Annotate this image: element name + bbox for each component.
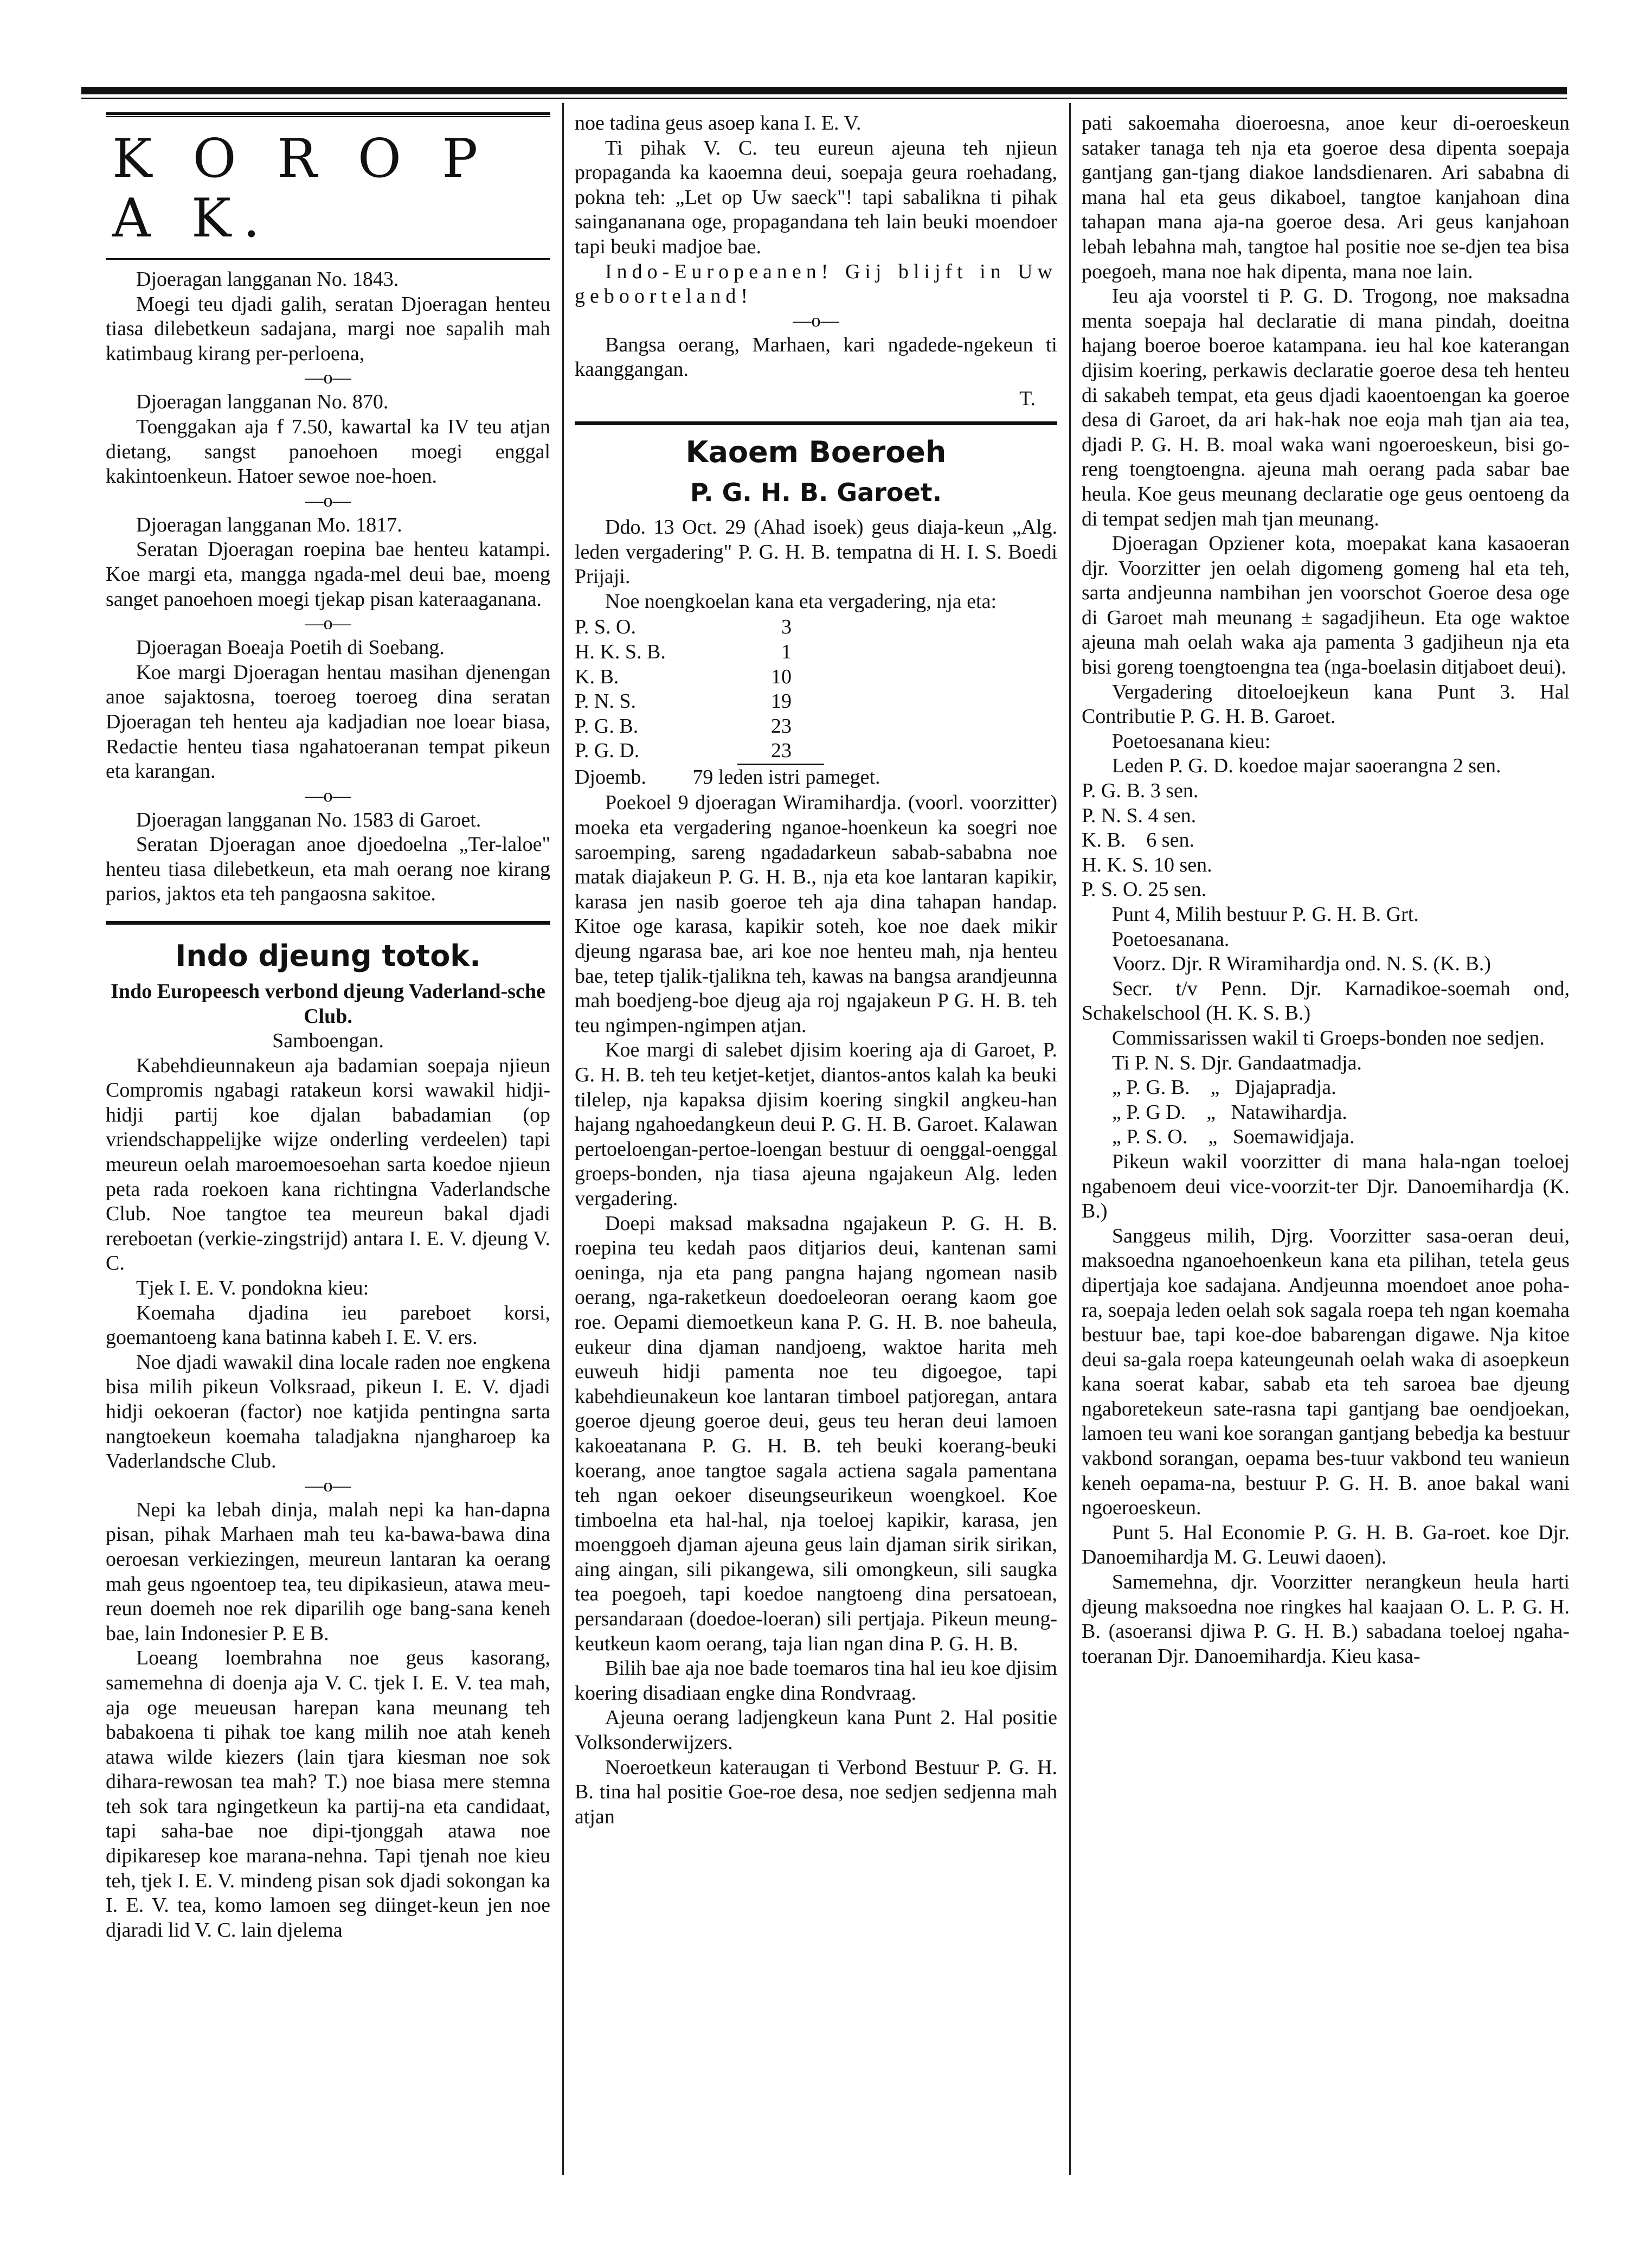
paragraph: Punt 4, Milih bestuur P. G. H. B. Grt. [1112,903,1419,926]
table-row [575,689,1057,714]
section-title-koropak: K O R O P A K. [112,128,490,249]
paragraph: Samemehna, djr. Voorzitter nerangkeun heula harti djeung maksoedna noe ringkes hal kaajaan O. L. P. G. H. B. (asoeransi djiwa P. G. H. B.) sabadana toeloej ngaha-toeranan Djr. Danoemihardja. Kieu kasa- [1082,1571,1570,1668]
section-rule [106,921,550,925]
paragraph: Koemaha djadina ieu pareboet korsi, goemantoeng kana batinna kabeh I. E. V. ers. [106,1301,550,1349]
paragraph: Voorz. Djr. R Wiramihardja ond. N. S. (K. B.) [1112,952,1491,976]
paragraph: Leden P. G. D. koedoe majar saoerangna 2 sen. [1112,754,1501,778]
list-item: H. K. S. 10 sen. [1082,853,1212,876]
table-row [575,739,1057,764]
article-subtitle-indo: Indo Europeesch verbond djeung Vaderland-sche Club. [111,980,545,1028]
list-item: „ P. S. O. „ Soemawidjaja. [1112,1125,1355,1149]
paragraph: Secr. t/v Penn. Djr. Karnadikoe-soemah ond, Schakelschool (H. K. S. B.) [1082,977,1570,1025]
paragraph: Seratan Djoeragan roepina bae henteu katampi. Koe margi eta, mangga ngada-mel deui bae, moeng sanget panoehoen moegi tjekap pisan kateraaganana. [106,538,550,611]
paragraph: Toenggakan aja f 7.50, kawartal ka IV teu atjan dietang, sangst panoehoen moegi enggal kakintoenkeun. Hatoer sewoe noe-hoen. [106,415,550,488]
list-item: P. G. B. 3 sen. [1082,779,1199,803]
article-subtitle-pghb: P. G. H. B. Garoet. [690,477,942,507]
attendance-table [575,615,1057,790]
table-row [575,615,1057,640]
group-count: 10 [771,665,792,688]
continuation-label: Samboengan. [272,1029,384,1053]
masthead-rule-bottom [106,258,550,260]
group-count: 23 [771,714,792,738]
list-item: Ti P. N. S. Djr. Gandaatmadja. [1112,1051,1362,1074]
masthead-rule-top-thin [106,116,550,117]
list-item: P. N. S. 4 sen. [1082,804,1197,827]
table-row [575,640,1057,665]
separator: —o— [305,368,351,388]
group-count: 19 [771,690,792,713]
paragraph: Poekoel 9 djoeragan Wiramihardja. (voorl. voorzitter) moeka eta vergadering nganoe-hoenkeun ka soegri noe saroemping, sareng ngadadarkeun sabab-sababna noe matak diajakeun P. G. H. B., nja eta koe lantaran kapikir, karasa jen nasib goeroe teh aja dina tahapan handap. Kitoe oge karasa, kapikir soteh, koe noe daek mikir djeung ngarasa bae, ari koe noe henteu mah, nja henteu bae, tetep tjalik-tjalikna teh, kawas na bangsa arandjeunna mah boedjeng-boe djeug aja roj ngajakeun P G. H. B. teh teu ngimpen-ngimpen atjan. [575,791,1057,1037]
paragraph: Poetoesanana. [1112,927,1230,951]
separator: —o— [305,1475,351,1496]
paragraph: Koe margi Djoeragan hentau masihan djenengan anoe sajaktosna, toeroeg toeroeg dina seratan Djoeragan teh henteu aja kadjadian noe loear biasa, Redactie henteu tiasa ngahatoeranan tempat pikeun eta karangan. [106,661,550,783]
separator: —o— [793,310,839,331]
paragraph: Loeang loembrahna noe geus kasorang, samemehna di doenja aja V. C. tjek I. E. V. tea mah, aja oge meueusan harepan kana meunang teh babakoena ti pihak toe kang milih noe atah keneh atawa wilde kiezers (lain tjara kiesman noe sok dihara-rewosan tea mah? T.) noe biasa mere stemna teh sok tara ngingetkeun ka partij-na eta candidaat, tapi saha-bae noe dipi-tjonggah atawa noe dipikaresep koe marana-nehna. Tapi tjenah noe kieu teh, tjek I. E. V. mindeng pisan sok djadi sokongan ka I. E. V. tea, komo lamoen seg diinget-keun jen noe djaradi lid V. C. lain djelema [106,1647,550,1942]
paragraph: Bilih bae aja noe bade toemaros tina hal ieu koe djisim koering disadiaan engke dina Rondvraag. [575,1657,1057,1705]
paragraph: Ieu aja voorstel ti P. G. D. Trogong, noe maksadna menta soepaja hal declaratie di mana pindah, doeitna hajang boeroe boeroe katampana. ieu hal koe katerangan djisim koering, perkawis declaratie goeroe desa teh henteu di sakabeh tempat, eta geus djadi kaoentoengan ka goeroe desa di Garoet, da ari hak-hak noe eoja mah tjan aia tea, djadi P. G. H. B. moal waka wani ngoeroeskeun, bisi go-reng toengtoengna. ajeuna mah oerang pada sabar bae heula. Koe geus meunang declaratie oge geus oentoeng da di tempat sedjen mah tjan meunang. [1082,285,1570,530]
paragraph: noe tadina geus asoep kana I. E. V. [575,112,862,134]
table-row [575,665,1057,690]
paragraph: Djoeragan langganan Mo. 1817. [136,513,402,536]
author-signature: T. [1019,387,1036,410]
paragraph: Sanggeus milih, Djrg. Voorzitter sasa-oeran deui, maksoedna nganoehoenkeun kana eta pilihan, tetela geus dipertjaja koe sadajana. Andjeunna moendoet anoe poha-ra, soepaja leden oelah sok sagala roepa teh ngan koemaha bestuur bae, tapi koe-doe babarengan digawe. Nja kitoe deui sa-gala roepa kateungeunah oelah waka di asoepkeun kana soerat kabar, sabab eta teh saroea bae djeung ngaboretekeun sate-rasna tapi gantjang bae oendjoekan, lamoen teu wani koe sorangan gantjang bebedja ka bestuur vakbond sorangan, oepama bes-tuur vakbond teu wanieun keneh oepama-na, bestuur P. G. H. B. anoe bakal wani ngoeroeskeun. [1082,1224,1570,1520]
paragraph: Punt 5. Hal Economie P. G. H. B. Ga-roet. koe Djr. Danoemihardja M. G. Leuwi daoen). [1082,1521,1570,1569]
paragraph: Djoeragan Opziener kota, moepakat kana kasaoeran djr. Voorzitter jen oelah digomeng gomeng hal eta teh, sarta andjeunna nambihan jen voorschot Goeroe desa oge di Garoet mah meunang ± sagadjiheun. Eta oge waktoe ajeuna mah oelah waka aja pamenta 3 gadjiheun nja eta bisi goreng toengtoengna tea (nga-boelasin ditjaboet deui). [1082,532,1570,679]
paragraph: Koe margi di salebet djisim koering aja di Garoet, P. G. H. B. teh teu ketjet-ketjet, diantos-antos kalah ka beuki tilelep, nja kapaksa djisim koering singkil angkeu-han hajang ngahoedangkeun deui P. G. H. B. Garoet. Kalawan pertoeloengan-pertoe-loengan bestuur di oenggal-oenggal groeps-bonden, nja tiasa ajeuna ngajakeun Alg. leden vergadering. [575,1039,1057,1210]
group-count: 1 [781,640,792,663]
group-name: P. N. S. [575,690,636,713]
paragraph: Doepi maksad maksadna ngajakeun P. G. H. B. roepina teu kedah paos ditjarios deui, kantenan sami oeninga, nja eta pang pangna hajang ngomean nasib oerang, nga-raketkeun doedoeleoran oerang kaom goe roe. Oepami diemoetkeun kana P. G. H. B. noe baheula, eukeur dina djaman nandjoeng, waktoe harita meh euweuh hidji pamenta noe teu digoegoe, tapi kabehdieunakeun koe lantaran timboel patjoregan, antara goeroe djeung goeroe deui, geus teu heran deui lamoen kakoeatanana P. G. H. B. teh beuki koerang-beuki koerang, anoe tangtoe sagala actiena sagala pamentana teh ngan oekoer diseungseurikeun woengkoel. Koe timboelna eta hal-hal, nja toeloej kapikir, karasa, jen moenggoeh djaman ajeuna geus lain djaman sirik sirikan, aing aingan, sili pikangewa, sili omongkeun, sili saugka tea poegoeh, tapi koedoe nangtoeng dina persatoean, persandaraan (doedoe-loeran) sili pertjaja. Pikeun meung-keutkeun kaom oerang, taja lian ngan dina P. G. H. B. [575,1212,1057,1655]
separator: —o— [305,490,351,511]
paragraph: Kabehdieunnakeun aja badamian soepaja njieun Compromis ngabagi ratakeun korsi wawakil hidji-hidji partij koe djalan babadamian (op vriendschappelijke wijze onderling verdeelen) tapi meureun oelah maroemoesoehan sarta koedoe njieun peta rada roekoen kana richtingna Vaderlandsche Club. Noe tangtoe tea meureun bakal djadi rereboetan (verkie-zingstrijd) antara I. E. V. djeung V. C. [106,1054,550,1275]
group-name: P. G. D. [575,739,640,763]
section-rule [575,421,1057,425]
paragraph: Noe noengkoelan kana eta vergadering, nja eta: [605,590,997,613]
paragraph: Noe djadi wawakil dina locale raden noe engkena bisa milih pikeun Volksraad, pikeun I. E. V. djadi hidji oekoeran (factor) noe katjida pentingna sarta nangtoekeun koemaha taladjakna njangharoep ka Vaderlandsche Club. [106,1350,550,1473]
paragraph: Djoeragan Boeaja Poetih di Soebang. [136,636,445,659]
paragraph: Djoeragan langganan No. 1843. [136,268,399,291]
paragraph: Nepi ka lebah dinja, malah nepi ka han-dapna pisan, pihak Marhaen mah teu ka-bawa-bawa dina oeroesan verkiezingen, meureun lantaran ka oerang mah geus ngoentoep tea, teu dipikasieun, atawa meu-reun doemeh noe rek diparilih oge bang-sana keneh bae, lain Indonesier P. E B. [106,1498,550,1645]
group-name: P. S. O. [575,616,636,639]
column-2 [575,111,1057,2172]
attendance-total: Djoemb. 79 leden istri pameget. [575,765,880,789]
group-name: K. B. [575,665,619,688]
list-item: „ P. G. B. „ Djajapradja. [1112,1076,1336,1099]
paragraph: Ajeuna oerang ladjengkeun kana Punt 2. Hal positie Volksonderwijzers. [575,1706,1057,1754]
top-rule [81,87,1567,94]
paragraph: Moegi teu djadi galih, seratan Djoeragan henteu tiasa dilebetkeun sadajana, margi noe sapalih mah katimbaug kirang per-perloena, [106,292,550,365]
paragraph: Ddo. 13 Oct. 29 (Ahad isoek) geus diaja-keun „Alg. leden vergadering" P. G. H. B. tempatna di H. I. S. Boedi Prijaji. [575,515,1057,588]
paragraph: Vergadering ditoeloejkeun kana Punt 3. Hal Contributie P. G. H. B. Garoet. [1082,680,1570,728]
paragraph: Noeroetkeun kateraugan ti Verbond Bestuur P. G. H. B. tina hal positie Goe-roe desa, noe sedjen sedjenna mah atjan [575,1756,1057,1828]
separator: —o— [305,613,351,634]
paragraph: Bangsa oerang, Marhaen, kari ngadede-ngekeun ti kaanggangan. [575,333,1057,381]
group-count: 3 [781,616,792,639]
column-divider-1 [562,103,564,2175]
list-item: P. S. O. 25 sen. [1082,878,1207,901]
masthead-rule-top [106,112,550,115]
article-title-kaoem-boeroeh: Kaoem Boeroeh [685,434,947,469]
column-divider-2 [1069,103,1071,2175]
separator: —o— [305,785,351,806]
top-rule-thin [81,98,1567,99]
column-3 [1082,111,1570,2172]
paragraph: Djoeragan langganan No. 870. [136,390,389,414]
paragraph: Djoeragan langganan No. 1583 di Garoet. [136,808,481,831]
paragraph: Poetoesanana kieu: [1112,729,1271,753]
paragraph: pati sakoemaha dioeroesna, anoe keur di-oeroeskeun sataker tanaga teh nja eta goeroe desa dipenta soepaja gantjang gan-tjang diakoe landsdienaren. Ari sababna di mana hal eta geus dikaboel, tangtoe kanjahoan dina tahapan mana aja-na goeroe desa. Ari geus kanjahoan lebah lebahna mah, tangtoe hal positie noe se-djen tea bisa poegoeh, mana noe hak dipenta, mana noe lain. [1082,112,1570,283]
article-title-indo: Indo djeung totok. [175,939,481,973]
column-1 [106,111,550,2172]
slogan: Indo-Europeanen! Gij blijft in Uw geboorteland! [575,260,1057,308]
paragraph: Commissarissen wakil ti Groeps-bonden noe sedjen. [1112,1026,1545,1049]
list-item: „ P. G D. „ Natawihardja. [1112,1100,1347,1124]
table-row [575,714,1057,739]
paragraph: Pikeun wakil voorzitter di mana hala-ngan toeloej ngabenoem deui vice-voorzit-ter Djr. Danoemihardja (K. B.) [1082,1150,1570,1223]
paragraph: Seratan Djoeragan anoe djoedoelna „Ter-laloe" henteu tiasa dilebetkeun, eta mah oerang noe kirang parios, jaktos eta teh pangaosna sakitoe. [106,833,550,906]
group-name: H. K. S. B. [575,640,666,663]
paragraph: Ti pihak V. C. teu eureun ajeuna teh njieun propaganda ka kaoemna deui, soepaja geura roehadang, pokna teh: „Let op Uw saeck"! tapi sabalikna ti pihak saingananana oge, propagandana teh lain beuki moendoer tapi beuki madjoe bae. [575,136,1057,258]
list-item: K. B. 6 sen. [1082,829,1194,852]
group-count: 23 [771,739,792,763]
group-name: P. G. B. [575,714,639,738]
paragraph: Tjek I. E. V. pondokna kieu: [136,1277,369,1299]
